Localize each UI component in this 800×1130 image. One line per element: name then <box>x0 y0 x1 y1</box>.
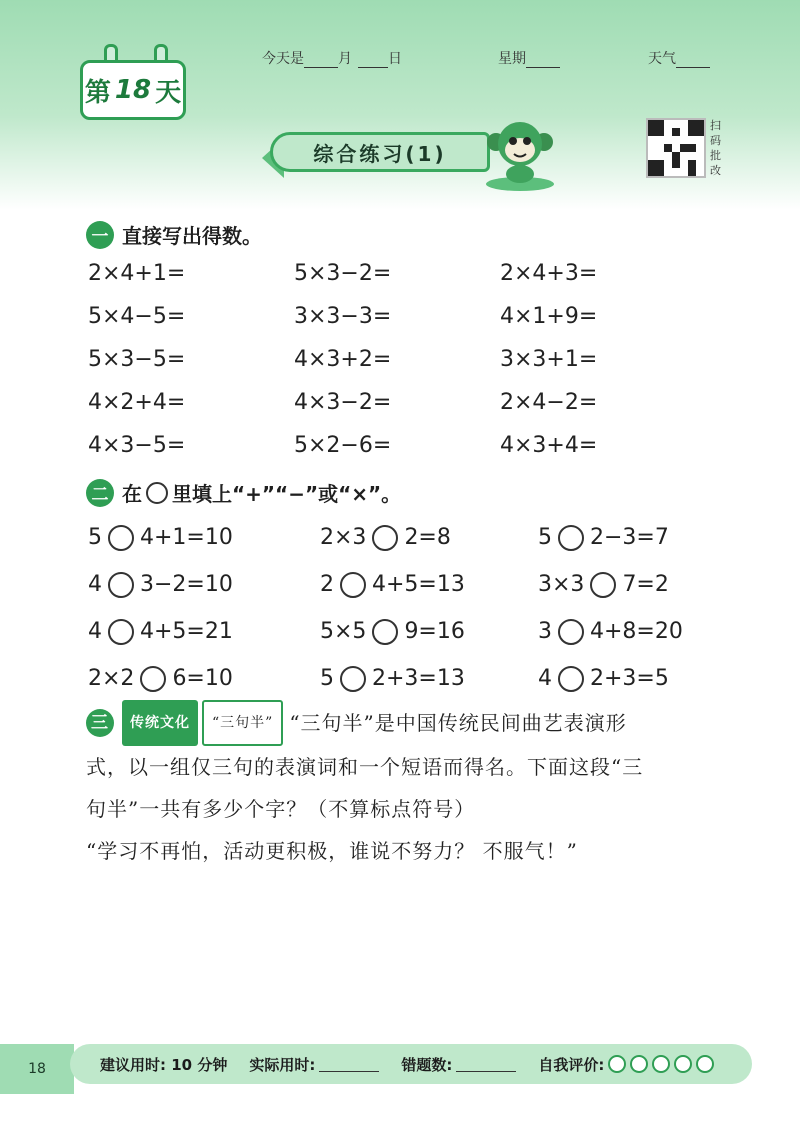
fill-equation: 5 2+3=13 <box>320 666 465 691</box>
rating-face-icon[interactable] <box>608 1055 626 1073</box>
fill-equation: 5×5 9=16 <box>320 619 465 644</box>
actual-time: 实际用时: <box>249 1054 379 1075</box>
section1-number: 一 <box>86 221 114 249</box>
equation[interactable]: 2×4+3= <box>500 261 598 286</box>
table-row <box>88 381 768 424</box>
answer-circle[interactable] <box>108 619 134 645</box>
weather-blank[interactable] <box>676 67 710 68</box>
self-evaluation: 自我评价: <box>538 1054 714 1075</box>
answer-circle[interactable] <box>372 525 398 551</box>
equation[interactable]: 5×4−5= <box>88 304 186 329</box>
section2-number: 二 <box>86 479 114 507</box>
rating-face-icon[interactable] <box>652 1055 670 1073</box>
fill-equation: 4 3−2=10 <box>88 572 233 597</box>
table-row <box>88 252 768 295</box>
culture-tag: 传统文化 <box>122 700 198 746</box>
section1-heading <box>86 220 262 249</box>
table-row <box>88 514 778 561</box>
day-blank[interactable] <box>358 67 388 68</box>
equation[interactable]: 2×4−2= <box>500 390 598 415</box>
equation[interactable]: 4×3−2= <box>294 390 392 415</box>
section3-first-line <box>86 700 776 746</box>
section1-title: 直接写出得数。 <box>122 224 262 248</box>
weather-field: 天气 <box>648 48 710 68</box>
section2-heading <box>86 478 401 507</box>
section2-title-pre: 在 <box>122 482 142 506</box>
month-blank[interactable] <box>304 67 338 68</box>
day-suffix: 天 <box>155 77 182 108</box>
weekday-field: 星期 <box>498 48 560 68</box>
answer-circle[interactable] <box>340 666 366 692</box>
equation[interactable]: 3×3−3= <box>294 304 392 329</box>
date-field: 今天是 月 日 <box>262 51 402 67</box>
footer-bar <box>70 1044 752 1084</box>
fill-equation: 5 4+1=10 <box>88 525 233 550</box>
actual-time-blank[interactable] <box>319 1057 379 1072</box>
error-count: 错题数: <box>401 1054 516 1075</box>
table-row <box>88 655 778 702</box>
qr-code-icon <box>648 120 704 176</box>
equation[interactable]: 3×3+1= <box>500 347 598 372</box>
paragraph-line: 式，以一组仅三句的表演词和一个短语而得名。下面这段“三 <box>86 755 644 779</box>
fill-equation: 4 2+3=5 <box>538 666 669 691</box>
fill-equation: 3 4+8=20 <box>538 619 683 644</box>
paragraph-line: 句半”一共有多少个字？（不算标点符号） <box>86 797 476 821</box>
qr-code[interactable] <box>646 118 706 178</box>
table-row <box>88 561 778 608</box>
rating-face-icon[interactable] <box>630 1055 648 1073</box>
equation[interactable]: 2×4+1= <box>88 261 186 286</box>
monkey-mascot-icon <box>480 112 560 192</box>
answer-circle[interactable] <box>558 525 584 551</box>
weekday-blank[interactable] <box>526 67 560 68</box>
table-row <box>88 295 768 338</box>
answer-circle[interactable] <box>372 619 398 645</box>
equation[interactable]: 4×3−5= <box>88 433 186 458</box>
answer-circle[interactable] <box>340 572 366 598</box>
table-row <box>88 608 778 655</box>
equation[interactable]: 5×3−2= <box>294 261 392 286</box>
answer-circle[interactable] <box>108 525 134 551</box>
answer-circle[interactable] <box>558 666 584 692</box>
answer-circle[interactable] <box>108 572 134 598</box>
day-number: 18 <box>114 75 152 105</box>
fill-equation: 2×2 6=10 <box>88 666 233 691</box>
answer-circle[interactable] <box>140 666 166 692</box>
section1-grid <box>88 252 768 467</box>
section3-body <box>86 700 776 872</box>
table-row <box>88 424 768 467</box>
page-title: 综合练习(1) <box>270 132 490 172</box>
suggested-time: 建议用时: 10 分钟 <box>100 1055 228 1074</box>
fill-equation: 3×3 7=2 <box>538 572 669 597</box>
qr-label: 扫码批改 <box>710 119 721 177</box>
page-number: 18 <box>0 1044 74 1094</box>
day-badge <box>80 60 186 120</box>
equation[interactable]: 4×1+9= <box>500 304 598 329</box>
equation[interactable]: 5×2−6= <box>294 433 392 458</box>
section2-title-post: 里填上“+”“−”或“×”。 <box>172 482 402 506</box>
equation[interactable]: 4×3+4= <box>500 433 598 458</box>
topic-tag: “三句半” <box>202 700 283 746</box>
rating-face-icon[interactable] <box>674 1055 692 1073</box>
circle-icon <box>146 482 168 504</box>
rating-face-icon[interactable] <box>696 1055 714 1073</box>
error-count-blank[interactable] <box>456 1057 516 1072</box>
answer-circle[interactable] <box>590 572 616 598</box>
table-row <box>88 338 768 381</box>
equation[interactable]: 4×2+4= <box>88 390 186 415</box>
quote-line: “学习不再怕，活动更积极，谁说不努力？ 不服气！” <box>86 839 578 863</box>
paragraph-line: “三句半”是中国传统民间曲艺表演形 <box>289 711 627 735</box>
answer-circle[interactable] <box>558 619 584 645</box>
section2-grid <box>88 514 778 702</box>
equation[interactable]: 5×3−5= <box>88 347 186 372</box>
day-prefix: 第 <box>84 77 111 108</box>
equation[interactable]: 4×3+2= <box>294 347 392 372</box>
fill-equation: 5 2−3=7 <box>538 525 669 550</box>
fill-equation: 2 4+5=13 <box>320 572 465 597</box>
section3-number: 三 <box>86 709 114 737</box>
fill-equation: 4 4+5=21 <box>88 619 233 644</box>
fill-equation: 2×3 2=8 <box>320 525 451 550</box>
